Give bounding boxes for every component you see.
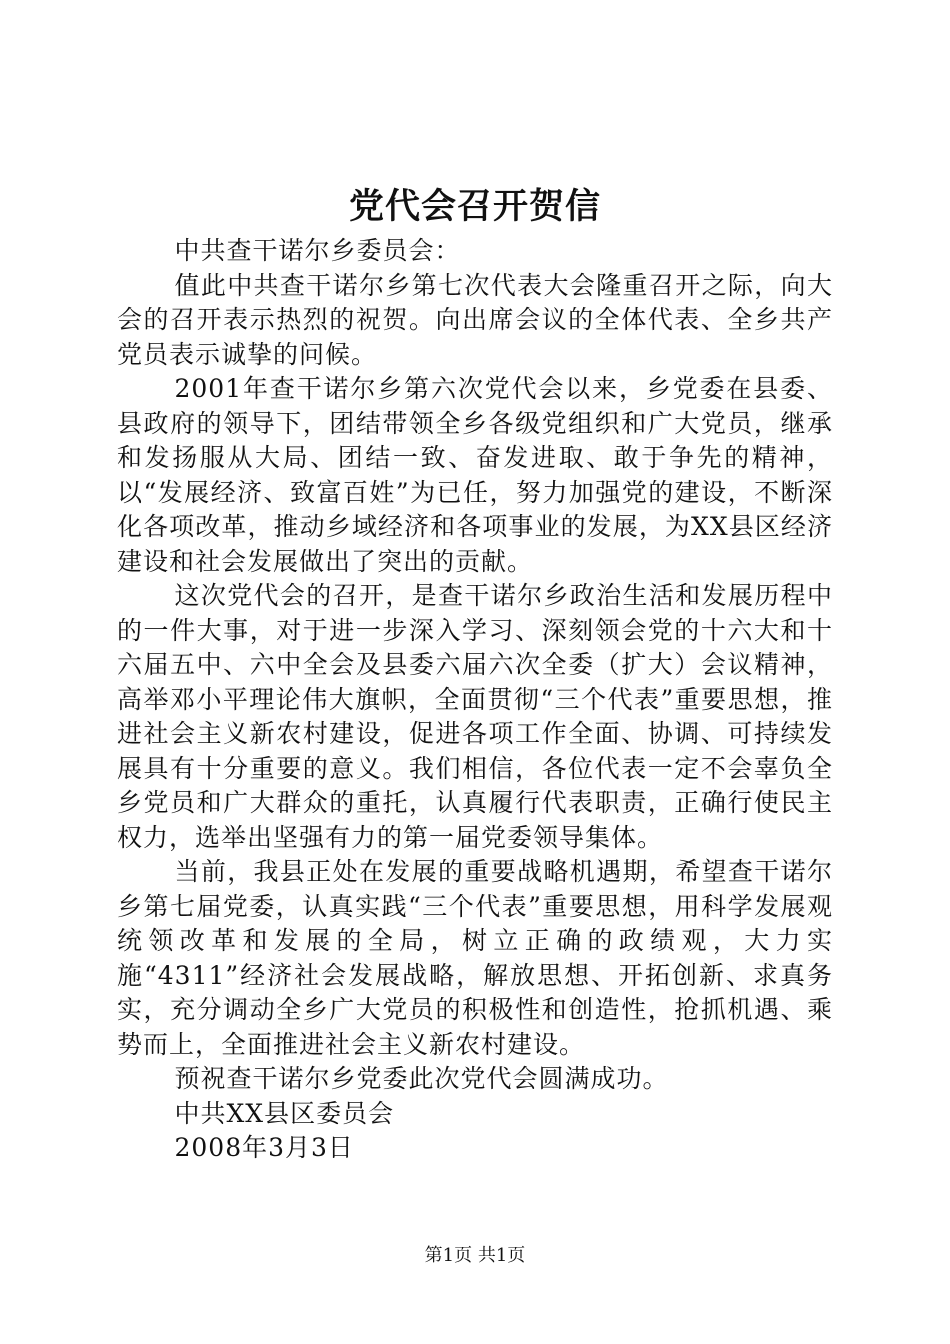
signature: 中共XX县区委员会	[174, 1098, 395, 1128]
paragraph-4: 当前，我县正处在发展的重要战略机遇期，希望查干诺尔乡第七届党委，认真实践“三个代表”重要思想，用科学发展观统领改革和发展的全局，树立正确的政绩观，大力实施“4311”经济社会发展战略，解放思想、开拓创新、求真务实，充分调动全乡广大党员的积极性和创造性，抢抓机遇、乘势而上，全面推进社会主义新农村建设。	[117, 857, 833, 1059]
page-footer: 第1页 共1页	[424, 1245, 526, 1266]
letter-body	[117, 234, 833, 1166]
salutation: 中共查干诺尔乡委员会：	[174, 236, 461, 265]
document-title: 党代会召开贺信	[348, 186, 601, 227]
paragraph-3: 这次党代会的召开，是查干诺尔乡政治生活和发展历程中的一件大事，对于进一步深入学习、深刻领会党的十六大和十六届五中、六中全会及县委六届六次全委（扩大）会议精神，高举邓小平理论伟大旗帜，全面贯彻“三个代表”重要思想，推进社会主义新农村建设，促进各项工作全面、协调、可持续发展具有十分重要的意义。我们相信，各位代表一定不会辜负全乡党员和广大群众的重托，认真履行代表职责，正确行使民主权力，选举出坚强有力的第一届党委领导集体。	[117, 581, 833, 852]
date: 2008年3月3日	[174, 1133, 354, 1162]
paragraph-5: 预祝查干诺尔乡党委此次党代会圆满成功。	[174, 1064, 669, 1093]
paragraph-2: 2001年查干诺尔乡第六次党代会以来，乡党委在县委、县政府的领导下，团结带领全乡各级党组织和广大党员，继承和发扬服从大局、团结一致、奋发进取、敢于争先的精神，以“发展经济、致富百姓”为已任，努力加强党的建设，不断深化各项改革，推动乡域经济和各项事业的发展，为XX县区经济建设和社会发展做出了突出的贡献。	[117, 374, 833, 576]
paragraph-1: 值此中共查干诺尔乡第七次代表大会隆重召开之际，向大会的召开表示热烈的祝贺。向出席会议的全体代表、全乡共产党员表示诚挚的问候。	[117, 270, 833, 369]
